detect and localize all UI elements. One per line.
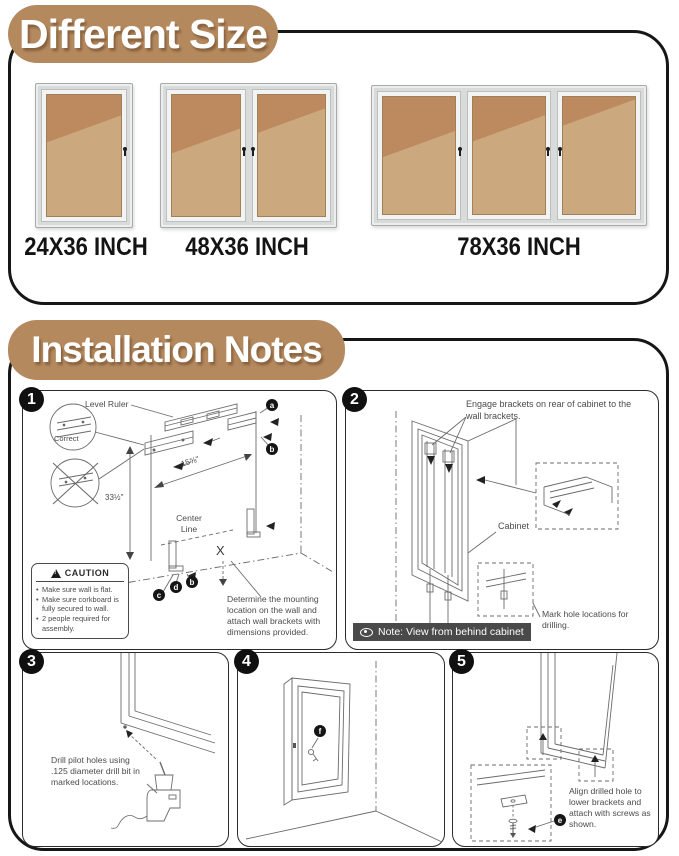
step-5-number: 5 (449, 649, 474, 674)
engage-brackets-note: Engage brackets on rear of cabinet to the wall brackets. (466, 399, 632, 421)
step-5-panel (452, 652, 659, 847)
callout-letter-a: a (266, 399, 278, 411)
step-4-panel (237, 652, 445, 847)
caution-item: • 2 people required for assembly. (36, 614, 124, 633)
warning-triangle-icon (51, 569, 61, 578)
board-door (557, 91, 641, 220)
size-label-48x36: 48X36 INCH (185, 233, 309, 261)
board-door (41, 89, 127, 222)
size-label-78x36: 78X36 INCH (457, 233, 581, 261)
step-2-panel (345, 390, 659, 650)
cabinet-label: Cabinet (498, 521, 530, 531)
step-5-note: Align drilled hole to lower brackets and attach with screws as shown. (569, 786, 651, 829)
board-door (252, 89, 332, 222)
level-ruler-label: Level Ruler (85, 399, 129, 409)
step-3-diagram (23, 653, 228, 846)
size-label-24x36: 24X36 INCH (24, 233, 148, 261)
step-1-panel (22, 390, 337, 650)
cork-surface (257, 94, 327, 217)
step-3-note: Drill pilot holes using .125 diameter drill bit in marked locations. (51, 755, 140, 787)
eye-icon (360, 628, 373, 637)
step-1-number: 1 (19, 387, 44, 412)
board-78x36 (371, 85, 647, 226)
view-note-badge (353, 623, 531, 641)
callout-letter-f: f (314, 725, 326, 737)
lock-icon (242, 147, 246, 151)
lock-icon (251, 147, 255, 151)
width-dimension: 15⅝" (179, 454, 201, 469)
caution-divider (36, 581, 124, 582)
view-note-text: Note: View from behind cabinet (378, 626, 524, 638)
installation-title: Installation Notes (8, 320, 345, 380)
caution-item: • Make sure corkboard is fully secured to wall. (36, 595, 124, 614)
cork-surface (46, 94, 122, 217)
caution-header (36, 568, 124, 578)
step-2-number: 2 (342, 387, 367, 412)
board-24x36 (35, 83, 133, 228)
step-3-number: 3 (19, 649, 44, 674)
step-4-diagram (238, 653, 444, 846)
board-door (467, 91, 551, 220)
cork-surface (562, 96, 636, 215)
x-marker: X (216, 543, 225, 558)
lock-icon (458, 147, 462, 151)
callout-letter-d: d (170, 581, 182, 593)
callout-letter-b2: b (186, 576, 198, 588)
step-3-panel (22, 652, 229, 847)
cork-surface (472, 96, 546, 215)
callout-letter-c: c (153, 589, 165, 601)
callout-letter-b: b (266, 443, 278, 455)
mark-holes-note: Mark hole locations for drilling. (542, 609, 629, 630)
different-size-title: Different Size (8, 5, 278, 63)
caution-box (31, 563, 129, 639)
cork-surface (171, 94, 241, 217)
caution-item: • Make sure wall is flat. (36, 585, 124, 595)
step-1-note: Determine the mounting location on the wall and attach wall brackets with dimensions provided. (227, 594, 321, 637)
correct-label: Correct (54, 434, 79, 443)
step-4-number: 4 (234, 649, 259, 674)
board-door (377, 91, 461, 220)
callout-letter-e: e (554, 814, 566, 826)
board-door (166, 89, 246, 222)
caution-title-text: CAUTION (64, 568, 110, 578)
center-line-label: Center Line (176, 513, 202, 534)
cork-surface (382, 96, 456, 215)
height-dimension: 33½" (105, 493, 124, 502)
board-48x36 (160, 83, 337, 228)
